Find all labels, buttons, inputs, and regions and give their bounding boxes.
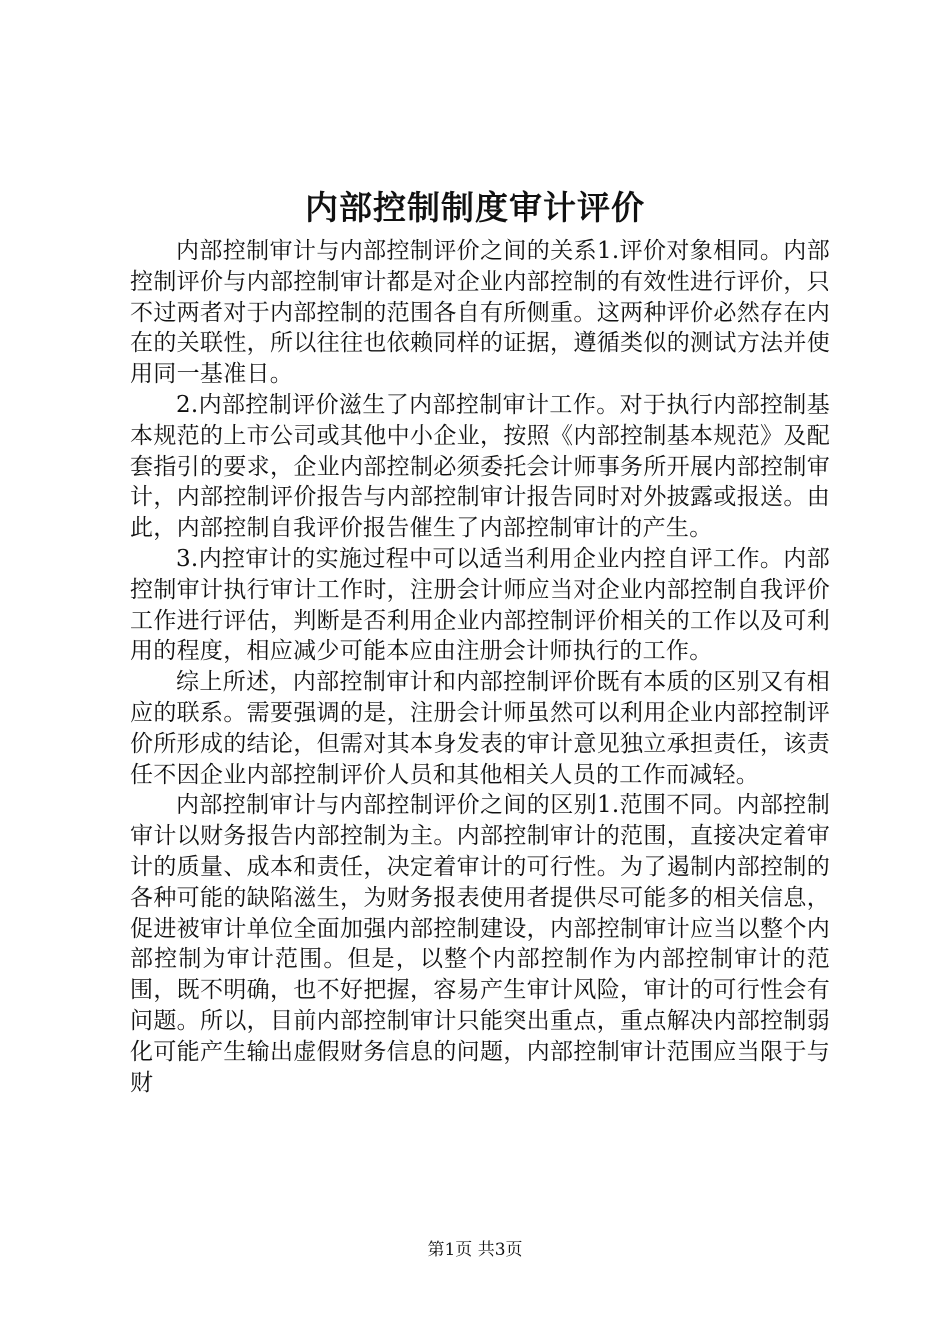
paragraph: 综上所述，内部控制审计和内部控制评价既有本质的区别又有相应的联系。需要强调的是，注册会计师虽然可以利用企业内部控制评价所形成的结论，但需对其本身发表的审计意见独立承担责任，该责任不因企业内部控制评价人员和其他相关人员的工作而减轻。 [130,669,830,788]
page-number-footer: 第1页 共3页 [427,1240,523,1260]
paragraph: 3.内控审计的实施过程中可以适当利用企业内控自评工作。内部控制审计执行审计工作时，注册会计师应当对企业内部控制自我评价工作进行评估，判断是否利用企业内部控制评价相关的工作以及可利用的程度，相应减少可能本应由注册会计师执行的工作。 [130,545,830,665]
paragraph: 内部控制审计与内部控制评价之间的区别1.范围不同。内部控制审计以财务报告内部控制为主。内部控制审计的范围，直接决定着审计的质量、成本和责任，决定着审计的可行性。为了遏制内部控制的各种可能的缺陷滋生，为财务报表使用者提供尽可能多的相关信息，促进被审计单位全面加强内部控制建设，内部控制审计应当以整个内部控制为审计范围。但是，以整个内部控制作为内部控制审计的范围，既不明确，也不好把握，容易产生审计风险，审计的可行性会有问题。所以，目前内部控制审计只能突出重点，重点解决内部控制弱化可能产生输出虚假财务信息的问题，内部控制审计范围应当限于与财 [130,792,830,1096]
document-body [130,236,830,1098]
paragraph: 2.内部控制评价滋生了内部控制审计工作。对于执行内部控制基本规范的上市公司或其他中小企业，按照《内部控制基本规范》及配套指引的要求，企业内部控制必须委托会计师事务所开展内部控制审计，内部控制评价报告与内部控制审计报告同时对外披露或报送。由此，内部控制自我评价报告催生了内部控制审计的产生。 [130,391,830,542]
document-title: 内部控制制度审计评价 [305,188,645,227]
paragraph: 内部控制审计与内部控制评价之间的关系1.评价对象相同。内部控制评价与内部控制审计都是对企业内部控制的有效性进行评价，只不过两者对于内部控制的范围各自有所侧重。这两种评价必然存在内在的关联性，所以往往也依赖同样的证据，遵循类似的测试方法并使用同一基准日。 [130,238,830,388]
